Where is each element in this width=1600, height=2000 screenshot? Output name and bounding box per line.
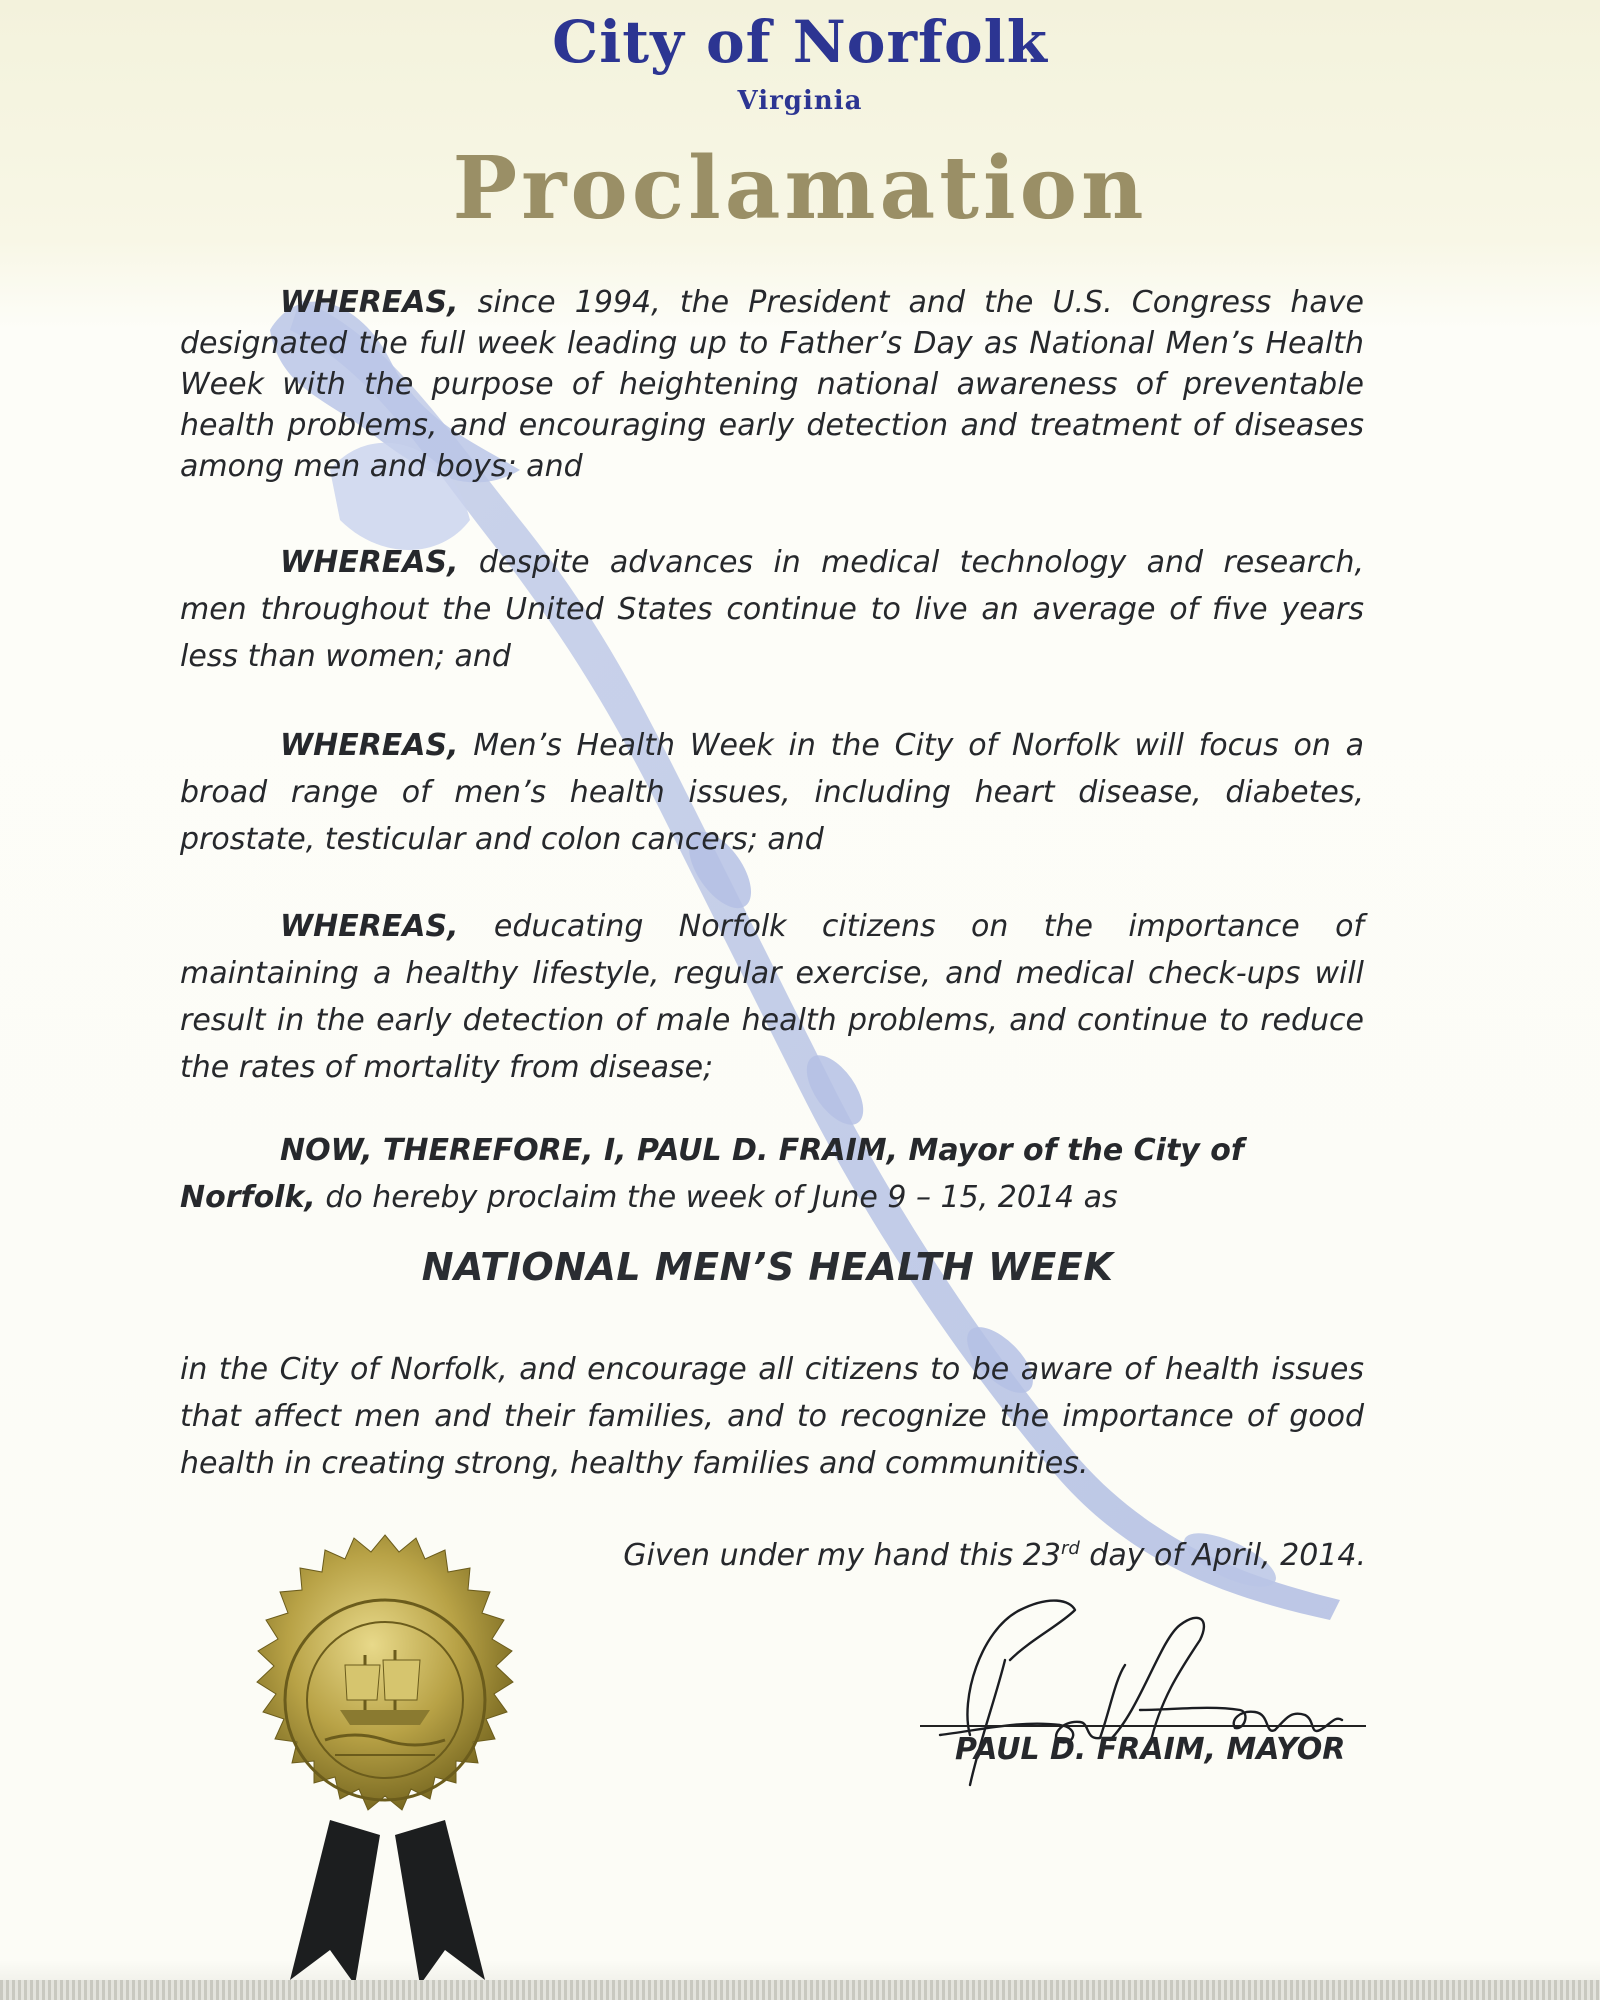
clause-lead: NOW, THEREFORE, I, PAUL D. FRAIM, Mayor of the City of Norfolk,	[180, 1133, 1244, 1215]
clause-text: educating Norfolk citizens on the importance of maintaining a healthy lifestyle, regular exercise, and medical check-ups will result in the early detection of male health problems, and continue to reduce the rates of mortality from disease;	[180, 909, 1364, 1085]
given-prefix: Given under my hand this 23	[623, 1538, 1061, 1573]
whereas-clauses	[180, 282, 1364, 1221]
clause-lead: WHEREAS,	[280, 545, 459, 580]
clause-3	[180, 722, 1364, 863]
city-title: City of Norfolk	[552, 8, 1048, 76]
clause-text: since 1994, the President and the U.S. Congress have designated the full week leading up to Father’s Day as National Men’s Health Week with the purpose of heightening national awareness of preventable health problems, and encouraging early detection and treatment of diseases among men and boys; and	[180, 285, 1364, 484]
clause-text: do hereby proclaim the week of June 9 – 15, 2014 as	[315, 1180, 1118, 1215]
clause-1	[180, 282, 1364, 487]
signature-line	[920, 1725, 1366, 1727]
clause-4	[180, 903, 1364, 1091]
state-subtitle: Virginia	[737, 86, 863, 116]
clause-lead: WHEREAS,	[280, 728, 459, 763]
clause-lead: WHEREAS,	[280, 285, 459, 320]
clause-text: despite advances in medical technology and research, men throughout the United States continue to live an average of five years less than women; and	[180, 545, 1364, 674]
given-suffix: day of April, 2014.	[1079, 1538, 1366, 1573]
given-ordinal: rd	[1060, 1538, 1080, 1559]
paper-edge	[0, 1980, 1600, 2000]
signer-name: PAUL D. FRAIM, MAYOR	[955, 1732, 1346, 1767]
clause-lead: WHEREAS,	[280, 909, 459, 944]
document-type-heading: Proclamation	[452, 138, 1148, 239]
clause-2	[180, 539, 1364, 680]
proclaimed-title: NATIONAL MEN’S HEALTH WEEK	[421, 1245, 1114, 1289]
closing-paragraph: in the City of Norfolk, and encourage all citizens to be aware of health issues that affect men and their families, and to recognize the importance of good health in creating strong, healthy families and communities.	[180, 1352, 1364, 1481]
proclamation-clause	[180, 1127, 1364, 1221]
given-date-line	[623, 1538, 1366, 1573]
city-seal-icon	[180, 1490, 600, 1990]
clause-text: Men’s Health Week in the City of Norfolk will focus on a broad range of men’s health issues, including heart disease, diabetes, prostate, testicular and colon cancers; and	[180, 728, 1364, 857]
